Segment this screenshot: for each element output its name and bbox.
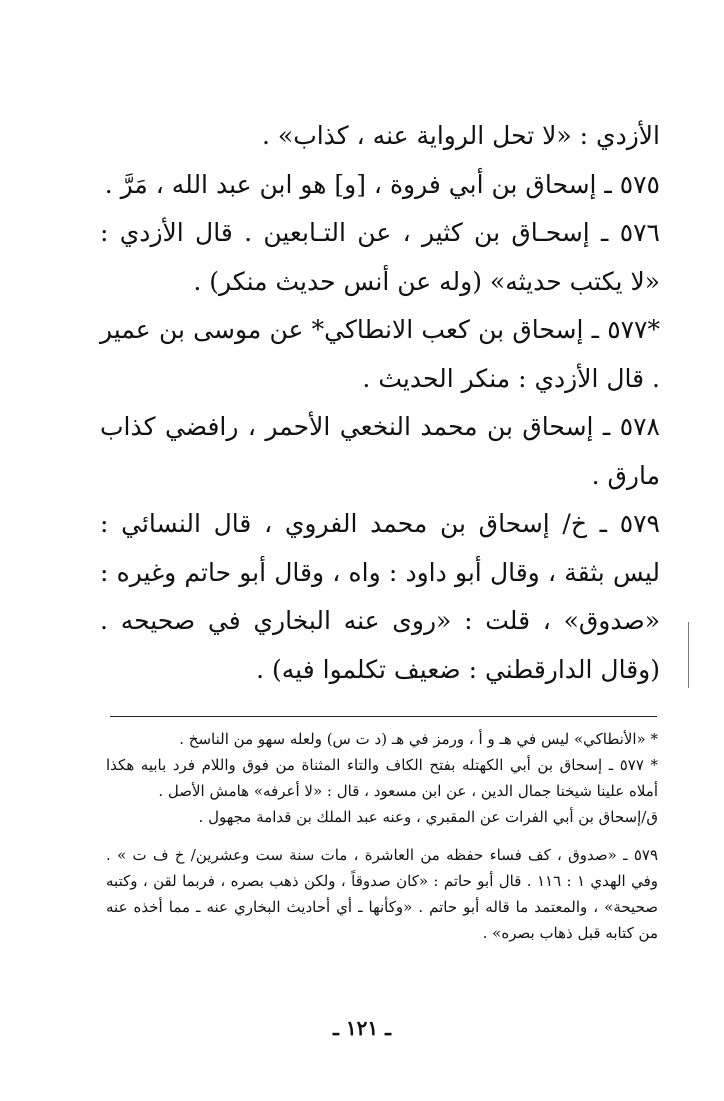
footnotes: [106, 726, 658, 946]
margin-line: [688, 622, 689, 688]
entry-579: ٥٧٩ ـ خ/ إسحاق بن محمد الفروي ، قال النسائي : ليس بثقة ، وقال أبو داود : واه ، وقال أبو حاتم وغيره : «صدوق» ، قلت : «روى عنه البخاري في صحيحه . (وقال الدارقطني : ضعيف تكلموا فيه) .: [100, 509, 660, 684]
entry-575: ٥٧٥ ـ إسحاق بن أبي فروة ، [و] هو ابن عبد الله ، مَرَّ .: [104, 169, 660, 199]
entry-576: ٥٧٦ ـ إسحـاق بن كثير ، عن التـابعين . قال الأزدي : «لا يكتب حديثه» (وله عن أنس حديث منكر) .: [100, 218, 660, 296]
page-number: ـ ١٢١ ـ: [333, 1016, 391, 1040]
entry-577: *٥٧٧ ـ إسحاق بن كعب الانطاكي* عن موسى بن عمير . قال الأزدي : منكر الحديث .: [100, 315, 660, 393]
footnote-divider: [110, 716, 657, 717]
entry-578: ٥٧٨ ـ إسحاق بن محمد النخعي الأحمر ، رافضي كذاب مارق .: [100, 412, 660, 490]
footnote-antaki: * «الأنطاكي» ليس في هـ و أ ، ورمز في هـ (د ت س) ولعله سهو من الناسخ .: [179, 730, 658, 748]
footnote-ishaq-abi-furat: ق/إسحاق بن أبي الفرات عن المقبري ، وعنه عبد الملك بن قدامة مجهول .: [198, 808, 658, 826]
footnote-579: ٥٧٩ ـ «صدوق ، كف فساء حفظه من العاشرة ، مات سنة ست وعشرين/ خ ف ت » . وفي الهدي ١ : ١١٦ . قال أبو حاتم : «كان صدوقاً ، ولكن ذهب بصره ، فربما لقن ، وكتبه صحيحة» ، والمعتمد ما قاله أبو حاتم . «وكأنها ـ أي أحاديث البخاري عنه ـ مما أخذه عنه من كتابه قبل ذهاب بصره» .: [106, 846, 659, 942]
entry-paragraph: الأزدي : «لا تحل الرواية عنه ، كذاب» .: [262, 121, 660, 150]
main-text: [100, 112, 660, 694]
footnote-577: * ٥٧٧ ـ إسحاق بن أبي الكهتله بفتح الكاف والتاء المثناة من فوق واللام فرد بابيه هكذا أملاه علينا شيخنا جمال الدين ، عن ابن مسعود ، قال : «لا أعرفه» هامش الأصل .: [106, 756, 658, 800]
